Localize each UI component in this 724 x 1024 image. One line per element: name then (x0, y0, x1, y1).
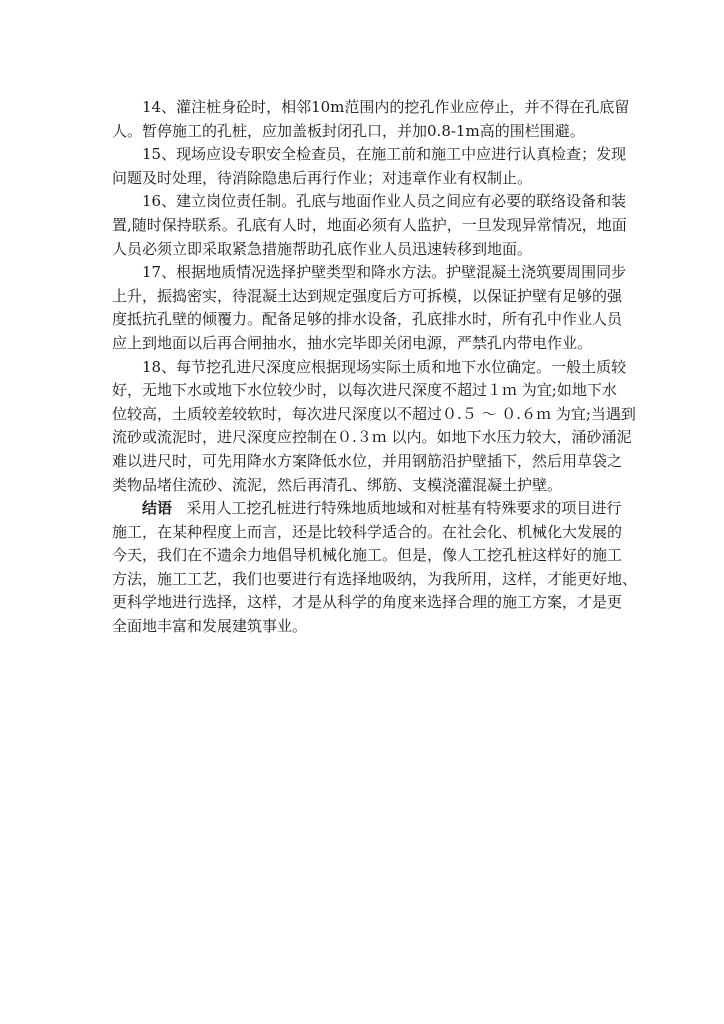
text-line: 更科学地进行选择，这样，才是从科学的角度来选择合理的施工方案，才是更 (112, 593, 623, 612)
text-line: 18、每节挖孔进尺深度应根据现场实际土质和地下水位确定。一般土质较 (142, 357, 627, 376)
text-line: 上升，振捣密实，待混凝土达到规定强度后方可拆模，以保证护壁有足够的强 (112, 286, 623, 305)
text-line: 14、灌注桩身砼时，相邻10m范围内的挖孔作业应停止，并不得在孔底留 (142, 98, 630, 116)
conclusion-heading: 结语 (142, 499, 173, 518)
text-line: 难以进尺时，可先用降水方案降低水位，并用钢筋沿护壁插下，然后用草袋之 (112, 451, 623, 470)
text-line: 应上到地面以后再合闸抽水，抽水完毕即关闭电源，严禁孔内带电作业。 (112, 333, 593, 352)
text-line: 置,随时保持联系。孔底有人时，地面必须有人监护，一旦发现异常情况，地面 (112, 215, 627, 234)
text-line: 位较高，土质较差较软时，每次进尺深度以不超过０.５ ～ ０.６ｍ 为宜;当遇到 (112, 404, 636, 423)
text-line (112, 497, 622, 521)
paragraph-conclusion (112, 497, 638, 639)
text-line: 方法，施工工艺，我们也要进行有选择地吸纳，为我所用，这样，才能更好地、 (112, 569, 638, 588)
text-line: 流砂或流泥时，进尺深度应控制在０.３ｍ 以内。如地下水压力较大，涌砂涌泥 (112, 428, 632, 447)
paragraph-item-16 (112, 190, 627, 261)
text-line: 15、现场应设专职安全检查员，在施工前和施工中应进行认真检查；发现 (142, 145, 627, 164)
text-line: 度抵抗孔壁的倾覆力。配备足够的排水设备，孔底排水时，所有孔中作业人员 (112, 310, 623, 329)
conclusion-first-line: 采用人工挖孔桩进行特殊地质地域和对桩基有特殊要求的项目进行 (186, 499, 622, 518)
text-line: 全面地丰富和发展建筑事业。 (112, 617, 308, 636)
text-line: 人。暂停施工的孔桩，应加盖板封闭孔口，并加0.8-1m高的围栏围避。 (112, 121, 585, 140)
text-line: 好，无地下水或地下水位较少时，以每次进尺深度不超过１ｍ 为宜;如地下水 (112, 381, 617, 400)
text-line: 类物品堵住流砂、流泥，然后再清孔、绑筋、支模浇灌混凝土护壁。 (112, 475, 563, 494)
paragraph-item-18 (112, 356, 636, 498)
text-line: 问题及时处理，待消除隐患后再行作业；对违章作业有权制止。 (112, 168, 533, 187)
text-line: 16、建立岗位责任制。孔底与地面作业人员之间应有必要的联络设备和装 (142, 192, 627, 211)
text-line: 17、根据地质情况选择护壁类型和降水方法。护壁混凝土浇筑要周围同步 (142, 263, 627, 282)
text-line: 今天，我们在不遗余力地倡导机械化施工。但是，像人工挖孔桩这样好的施工 (112, 546, 623, 565)
text-line: 人员必须立即采取紧急措施帮助孔底作业人员迅速转移到地面。 (112, 239, 533, 258)
paragraph-item-15 (112, 143, 627, 190)
paragraph-item-14 (112, 96, 630, 143)
paragraph-item-17 (112, 261, 627, 355)
document-body (112, 96, 638, 639)
text-line: 施工，在某种程度上而言，还是比较科学适合的。在社会化、机械化大发展的 (112, 522, 623, 541)
